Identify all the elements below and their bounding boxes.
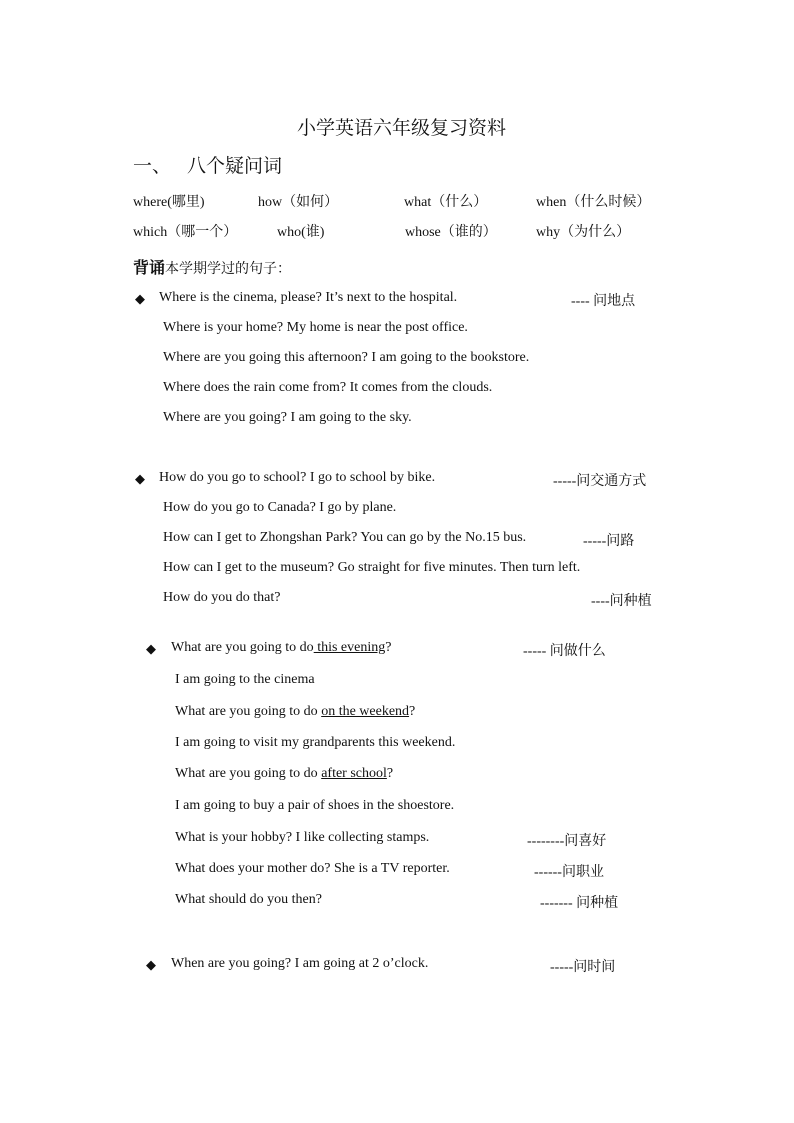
sentence-what-3-prefix: What are you going to do — [175, 704, 322, 719]
sentence-how-3: How can I get to Zhongshan Park? You can go by the No.15 bus. — [163, 530, 527, 545]
recite-text: 本学期学过的句子： — [165, 262, 292, 277]
sentence-what-5-suffix: ? — [386, 766, 394, 781]
bullet-icon: ◆ — [146, 641, 156, 656]
note-how-directions: -----问路 — [583, 534, 635, 549]
sentence-what-5 — [175, 766, 393, 782]
note-how-planting: ----问种植 — [591, 594, 652, 609]
word-why: why（为什么） — [536, 225, 631, 240]
sentence-how-5: How do you do that? — [163, 590, 281, 605]
word-whose: whose（谁的） — [405, 225, 497, 240]
sentence-what-2: I am going to the cinema — [175, 672, 315, 687]
page-title: 小学英语六年级复习资料 — [297, 118, 507, 139]
bullet-icon: ◆ — [135, 291, 145, 306]
note-what-hobby: --------问喜好 — [527, 834, 607, 849]
section-number: 一、 — [133, 156, 172, 177]
sentence-how-1: How do you go to school? I go to school by bike. — [159, 470, 436, 485]
sentence-what-6: I am going to buy a pair of shoes in the shoestore. — [175, 798, 455, 813]
word-when: when（什么时候） — [536, 195, 651, 210]
bullet-icon: ◆ — [135, 471, 145, 486]
underlined-phrase: after school — [321, 766, 387, 781]
sentence-what-5-prefix: What are you going to do — [175, 766, 322, 781]
recite-line — [133, 255, 291, 278]
note-what-planting: ------- 问种植 — [540, 896, 619, 911]
note-how-transport: -----问交通方式 — [553, 474, 647, 489]
word-how: how（如何） — [258, 195, 339, 210]
sentence-what-8: What does your mother do? She is a TV reporter. — [175, 861, 450, 876]
sentence-what-3-suffix: ? — [409, 704, 416, 719]
sentence-where-4: Where does the rain come from? It comes from the clouds. — [163, 380, 493, 395]
note-what-do: ----- 问做什么 — [523, 644, 606, 659]
sentence-what-7: What is your hobby? I like collecting stamps. — [175, 830, 430, 845]
sentence-what-4: I am going to visit my grandparents this weekend. — [175, 735, 456, 750]
word-which: which（哪一个） — [133, 225, 238, 240]
sentence-where-5: Where are you going? I am going to the sky. — [163, 410, 412, 425]
note-where: ---- 问地点 — [571, 294, 636, 309]
sentence-what-1-suffix: ? — [385, 640, 392, 655]
note-what-job: ------问职业 — [534, 865, 604, 880]
sentence-what-1 — [171, 640, 391, 656]
sentence-how-2: How do you go to Canada? I go by plane. — [163, 500, 397, 515]
bullet-icon: ◆ — [146, 957, 156, 972]
section-heading: 八个疑问词 — [187, 156, 283, 177]
sentence-where-1: Where is the cinema, please? It’s next to the hospital. — [159, 290, 458, 305]
recite-label: 背诵 — [133, 260, 166, 277]
underlined-phrase: this evening — [313, 640, 386, 655]
sentence-how-4: How can I get to the museum? Go straight for five minutes. Then turn left. — [163, 560, 581, 575]
word-where: where(哪里) — [133, 195, 205, 210]
underlined-phrase: on the weekend — [321, 704, 410, 719]
word-who: who(谁) — [277, 225, 325, 240]
sentence-where-2: Where is your home? My home is near the post office. — [163, 320, 468, 335]
sentence-what-9: What should do you then? — [175, 892, 322, 907]
sentence-where-3: Where are you going this afternoon? I am going to the bookstore. — [163, 350, 530, 365]
note-when-time: -----问时间 — [550, 960, 616, 975]
sentence-what-3 — [175, 704, 415, 720]
sentence-when-1: When are you going? I am going at 2 o’clock. — [171, 956, 429, 971]
sentence-what-1-prefix: What are you going to do — [171, 640, 314, 655]
word-what: what（什么） — [404, 195, 488, 210]
